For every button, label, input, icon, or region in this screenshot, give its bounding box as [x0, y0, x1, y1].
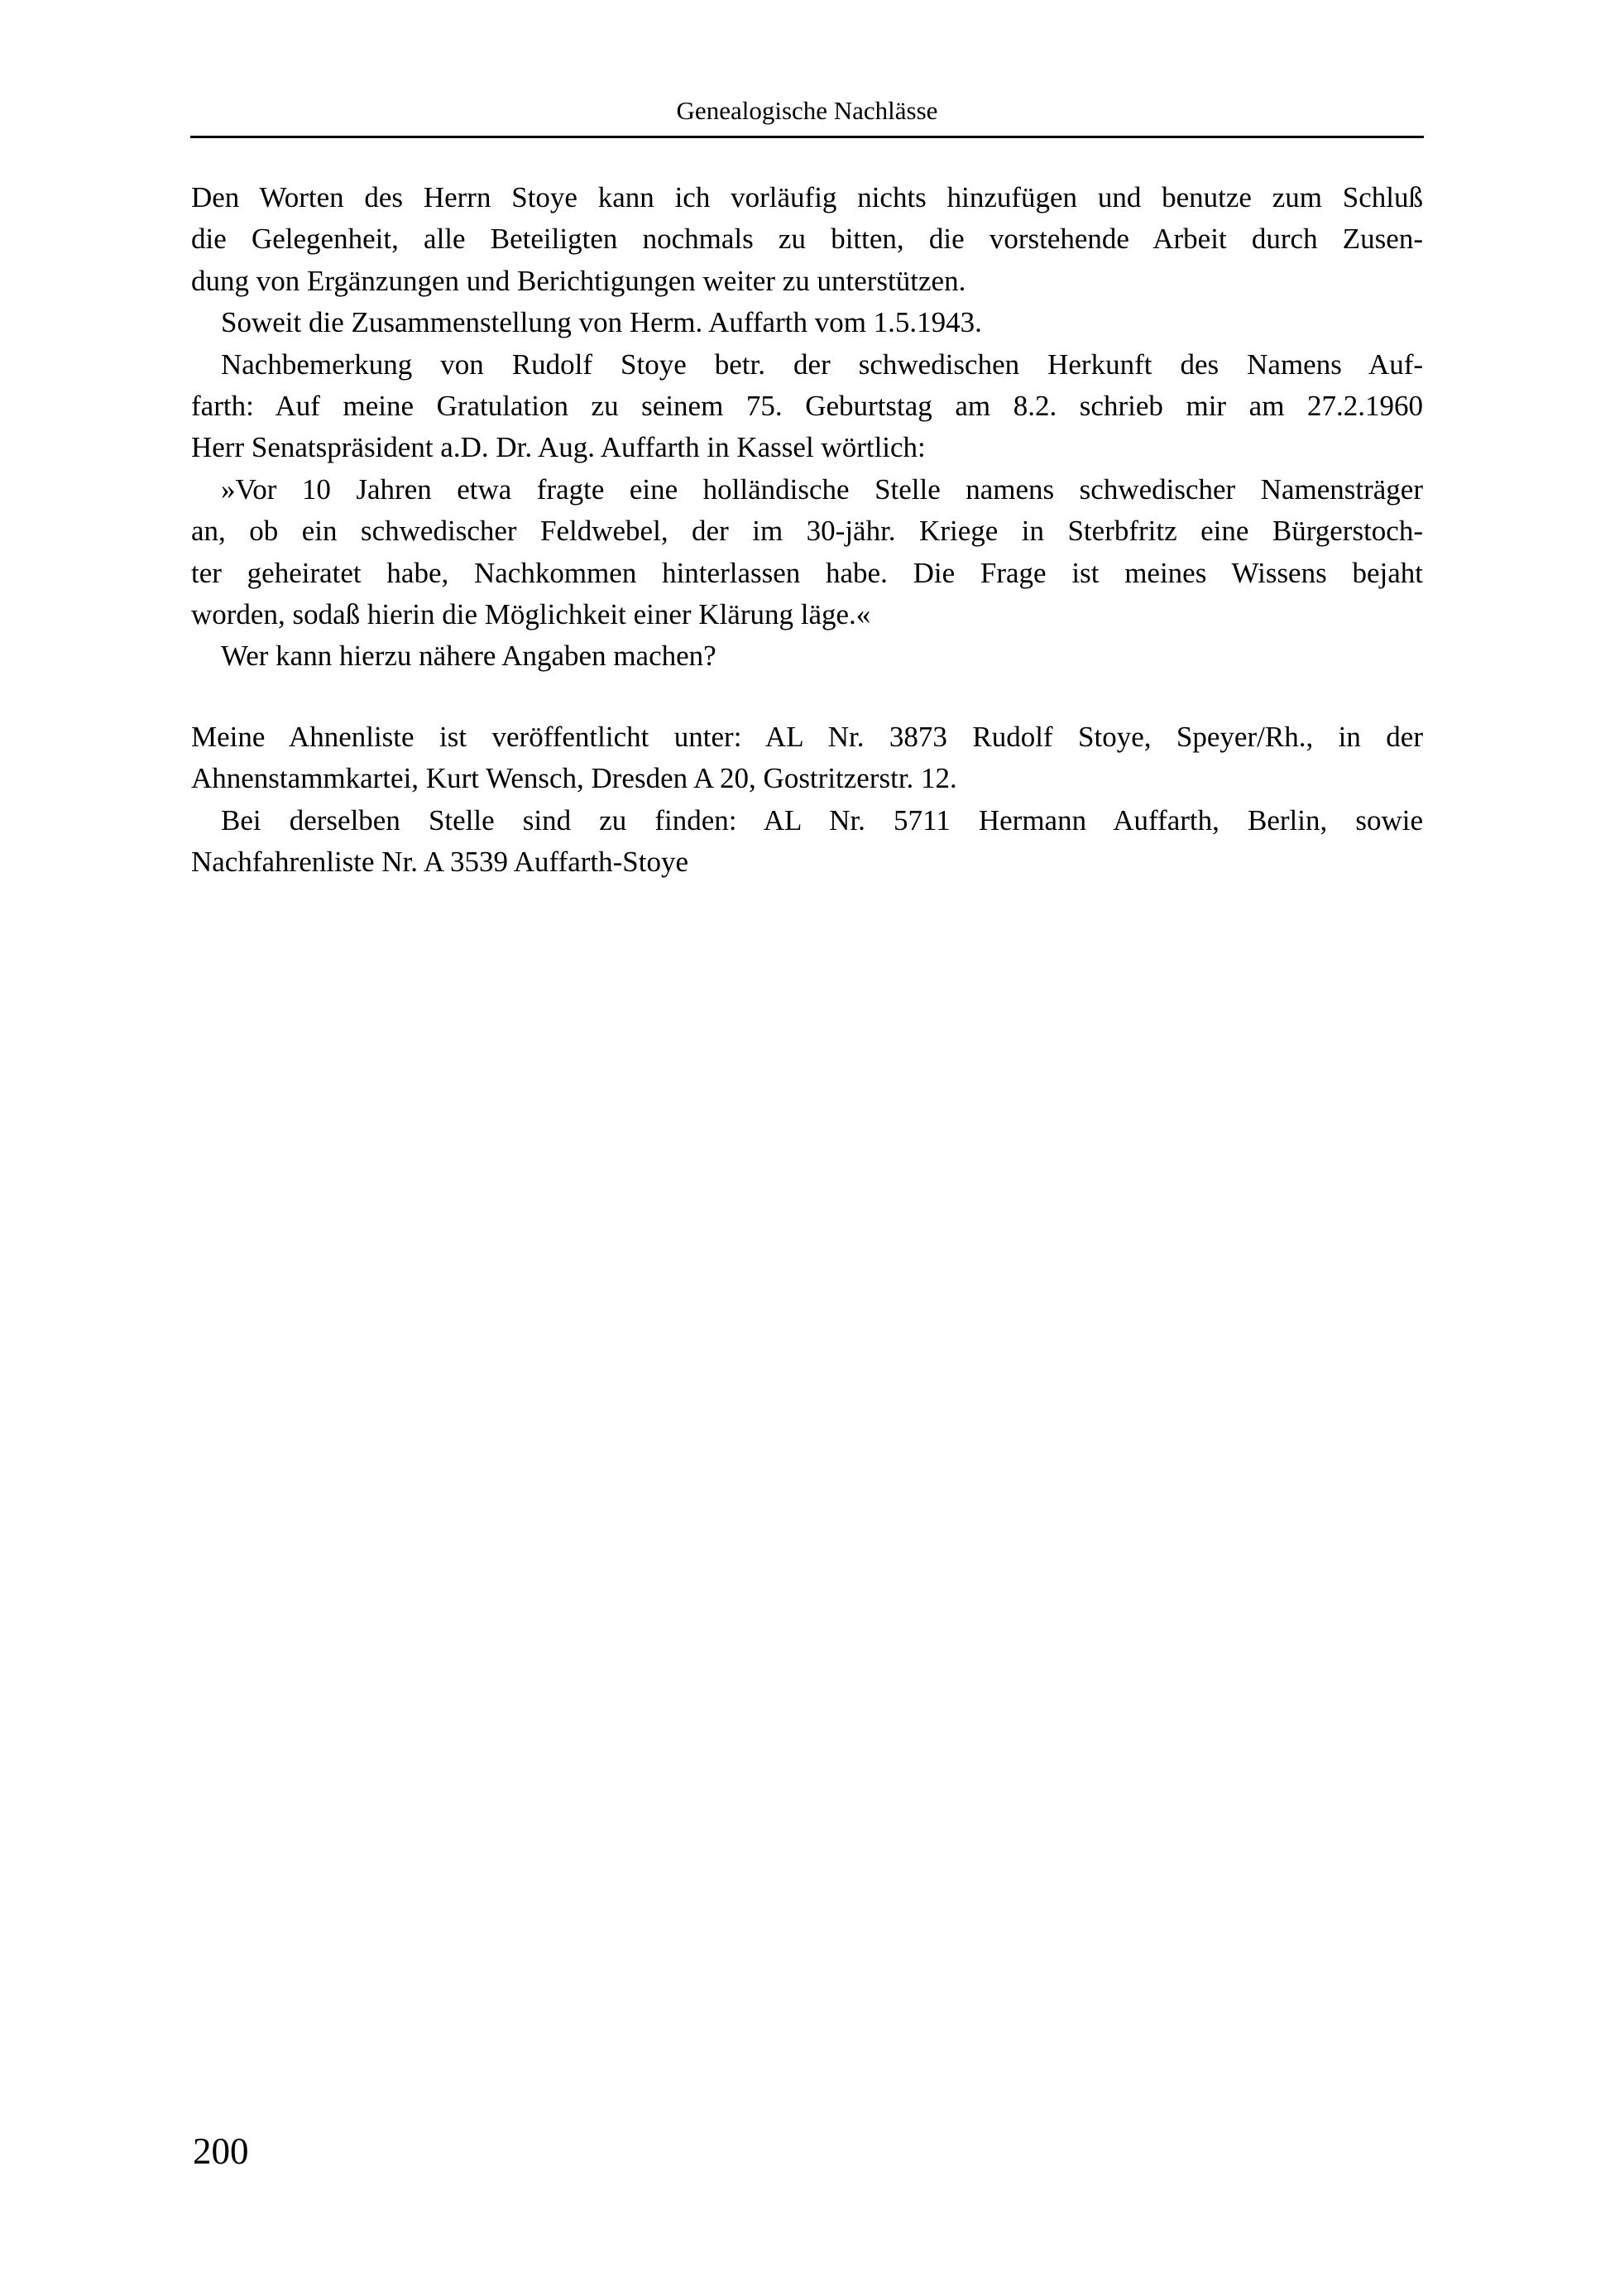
text-line: »Vor 10 Jahren etwa fragte eine holländische Stelle namens schwedischer Namensträger — [221, 472, 1423, 506]
text-line: ter geheiratet habe, Nachkommen hinterlassen habe. Die Frage ist meines Wissens bejaht — [191, 556, 1423, 589]
text-line: an, ob ein schwedischer Feldwebel, der im 30-jähr. Kriege in Sterbfritz eine Bürgerstoch- — [191, 515, 1423, 548]
text-line: Den Worten des Herrn Stoye kann ich vorläufig nichts hinzufügen und benutze zum Schluß — [191, 181, 1423, 213]
paragraph — [191, 800, 1423, 884]
text-line: die Gelegenheit, alle Beteiligten nochmals zu bitten, die vorstehende Arbeit durch Zusen- — [191, 223, 1423, 256]
text-line: farth: Auf meine Gratulation zu seinem 75. Geburtstag am 8.2. schrieb mir am 27.2.1960 — [191, 390, 1423, 423]
body-text — [191, 177, 1423, 884]
page-number: 200 — [193, 2131, 249, 2172]
text-line: worden, sodaß hierin die Möglichkeit einer Klärung läge.« — [191, 598, 871, 631]
text-line: Nachbemerkung von Rudolf Stoye betr. der schwedischen Herkunft des Namens Auf- — [221, 348, 1423, 381]
running-header: Genealogische Nachlässe — [676, 96, 938, 125]
paragraph — [191, 717, 1423, 800]
text-line: Nachfahrenliste Nr. A 3539 Auffarth-Stoye — [191, 846, 689, 879]
text-line: dung von Ergänzungen und Berichtigungen weiter zu unterstützen. — [191, 264, 966, 297]
text-line: Herr Senatspräsident a.D. Dr. Aug. Auffarth in Kassel wörtlich: — [191, 431, 926, 464]
text-line: Soweit die Zusammenstellung von Herm. Auffarth vom 1.5.1943. — [221, 306, 982, 339]
paragraph — [191, 302, 1423, 343]
paragraph — [191, 635, 1423, 677]
paragraph — [191, 177, 1423, 302]
text-line: Bei derselben Stelle sind zu finden: AL Nr. 5711 Hermann Auffarth, Berlin, sowie — [221, 803, 1423, 836]
text-line: Ahnenstammkartei, Kurt Wensch, Dresden A 20, Gostritzerstr. 12. — [191, 762, 957, 795]
paragraph — [191, 344, 1423, 469]
text-line: Wer kann hierzu nähere Angaben machen? — [221, 640, 716, 673]
paragraph — [191, 469, 1423, 636]
header-rule — [190, 136, 1424, 138]
text-line: Meine Ahnenliste ist veröffentlicht unter: AL Nr. 3873 Rudolf Stoye, Speyer/Rh., in der — [191, 720, 1423, 753]
